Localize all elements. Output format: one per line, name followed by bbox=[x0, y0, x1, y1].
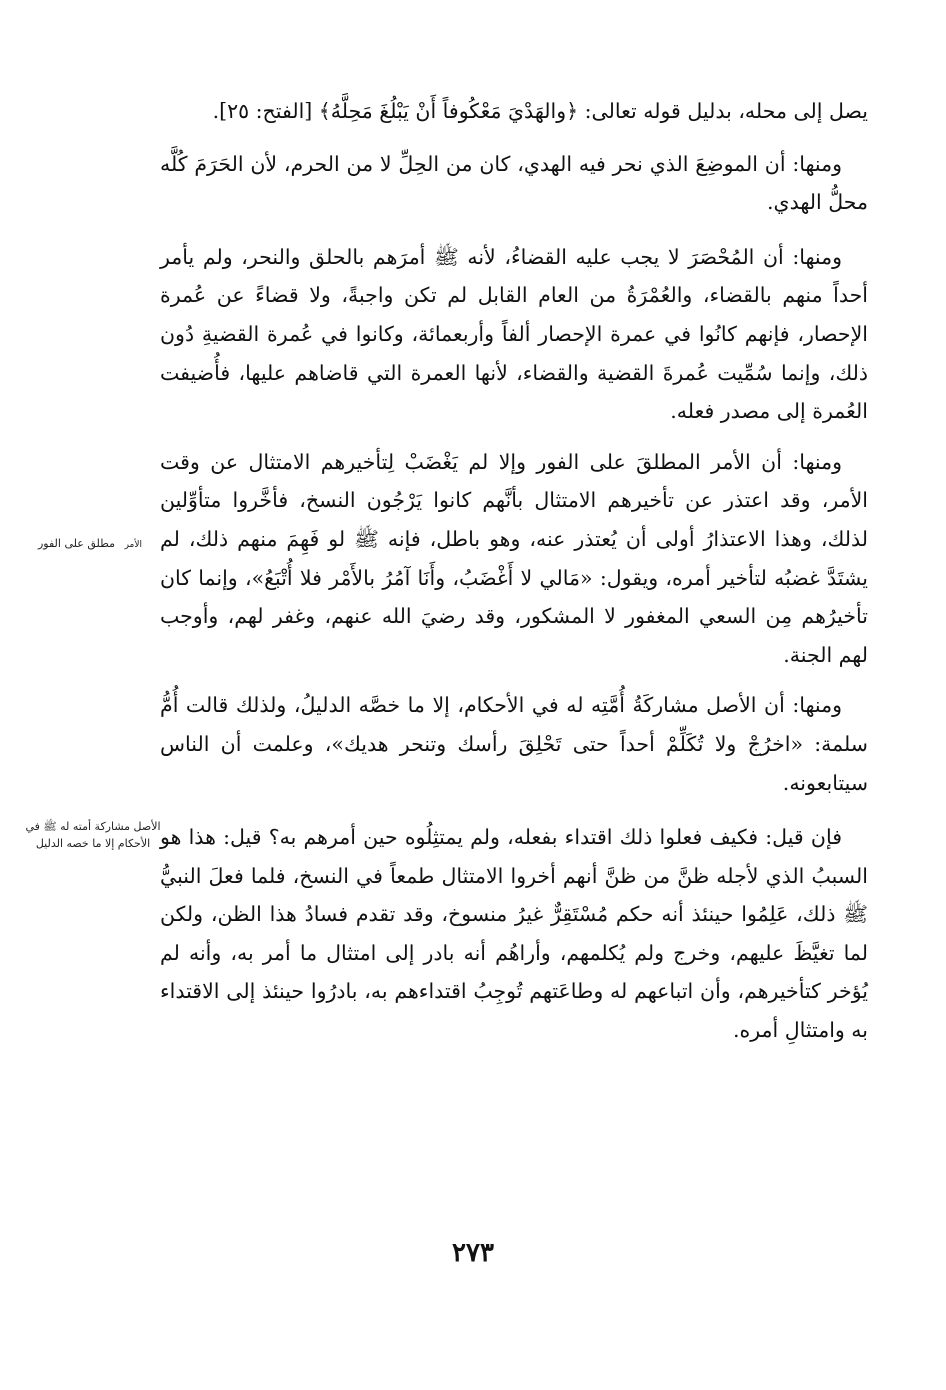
margin-note-tag: الأمر bbox=[124, 540, 142, 550]
page-number: ٢٧٣ bbox=[452, 1238, 494, 1268]
paragraph-5: ومنها: أن الأصل مشاركَةُ أُمَّتِه له في الأحكام، إلا ما خصَّه الدليلُ، ولذلك قالت أُمُّ سلمة: «اخرُجْ ولا تُكَلِّمْ أحداً حتى تَحْلِقَ رأسك وتنحر هديك»، وعلمت أن الناس سيتابعونه. bbox=[160, 693, 868, 795]
paragraph-3: ومنها: أن المُحْصَرَ لا يجب عليه القضاءُ، لأنه ﷺ أمرَهم بالحلق والنحر، ولم يأمر أحداً منهم بالقضاء، والعُمْرَةُ من العام القابل لم تكن واجبةً، ولا قضاءً عن عُمرة الإحصار، فإنهم كانُوا في عمرة الإحصار ألفاً وأربعمائة، وكانوا في عُمرة القضيةِ دُون ذلك، وإنما سُمِّيت عُمرةَ القضية والقضاء، لأنها العمرة التي قاضاهم عليها، فأُضيفت العُمرة إلى مصدر فعله. bbox=[160, 244, 868, 424]
paragraph-4: ومنها: أن الأمر المطلقَ على الفور وإلا لم يَغْضَبْ لِتأخيرهم الامتثال عن وقت الأمر، وقد اعتذر عن تأخيرهم الامتثال بأنَّهم كانوا يَرْجُون النسخ، فأخَّروا متأوِّلين لذلك، وهذا الاعتذارُ أولى أن يُعتذر عنه، وهو باطل، فإنه ﷺ لو فَهِمَ منهم ذلك، لم يشتَدَّ غضبُه لتأخير أمره، ويقول: «مَالي لا أَغْضَبُ، وأَنَا آمُرُ بالأَمْر فلا أُتْبَعُ»، وإنما كان تأخيرُهم مِن السعي المغفور لا المشكور، وقد رضيَ الله عنهم، وغفر لهم، وأوجب لهم الجنة. bbox=[160, 449, 868, 667]
margin-note-ummah-participation bbox=[18, 818, 168, 852]
paragraph-1: يصل إلى محله، بدليل قوله تعالى: ﴿والهَدْيَ مَعْكُوفاً أَنْ يَبْلُغَ مَحِلَّهُ﴾ [الفتح: ٢٥]. bbox=[212, 99, 868, 123]
margin-note-text: الأصل مشاركة أمته له ﷺ في الأحكام إلا ما خصه الدليل bbox=[25, 820, 161, 850]
paragraph-2: ومنها: أن الموضِعَ الذي نحر فيه الهدي، كان من الحِلِّ لا من الحرم، لأن الحَرَمَ كُلَّه محلُّ الهدي. bbox=[160, 151, 868, 215]
paragraph-6: فإن قيل: فكيف فعلوا ذلك اقتداء بفعله، ولم يمتثِلُوه حين أمرهم به؟ قيل: هذا هو السببُ الذي لأجله ظنَّ من ظنَّ أنهم أخروا الامتثال طمعاً في النسخ، فلما فعلَ النبيُّ ﷺ ذلك، عَلِمُوا حينئذ أنه حكم مُسْتَقِرٌّ غيرُ منسوخ، وقد تقدم فسادُ هذا الظن، ولكن لما تغيَّظَ عليهم، وخرج ولم يُكلمهم، وأراهُم أنه بادر إلى امتثال ما أمر به، وأنه لم يُؤخر كتأخيرهم، وأن اتباعهم له وطاعَتهم تُوجِبُ اقتداءهم به، بادرُوا حينئذ إلى الاقتداء به وامتثالِ أمره. bbox=[160, 825, 868, 1043]
margin-note-command-immediacy bbox=[20, 535, 160, 554]
margin-note-text: مطلق على الفور bbox=[38, 537, 116, 550]
main-text-column bbox=[160, 92, 868, 1050]
